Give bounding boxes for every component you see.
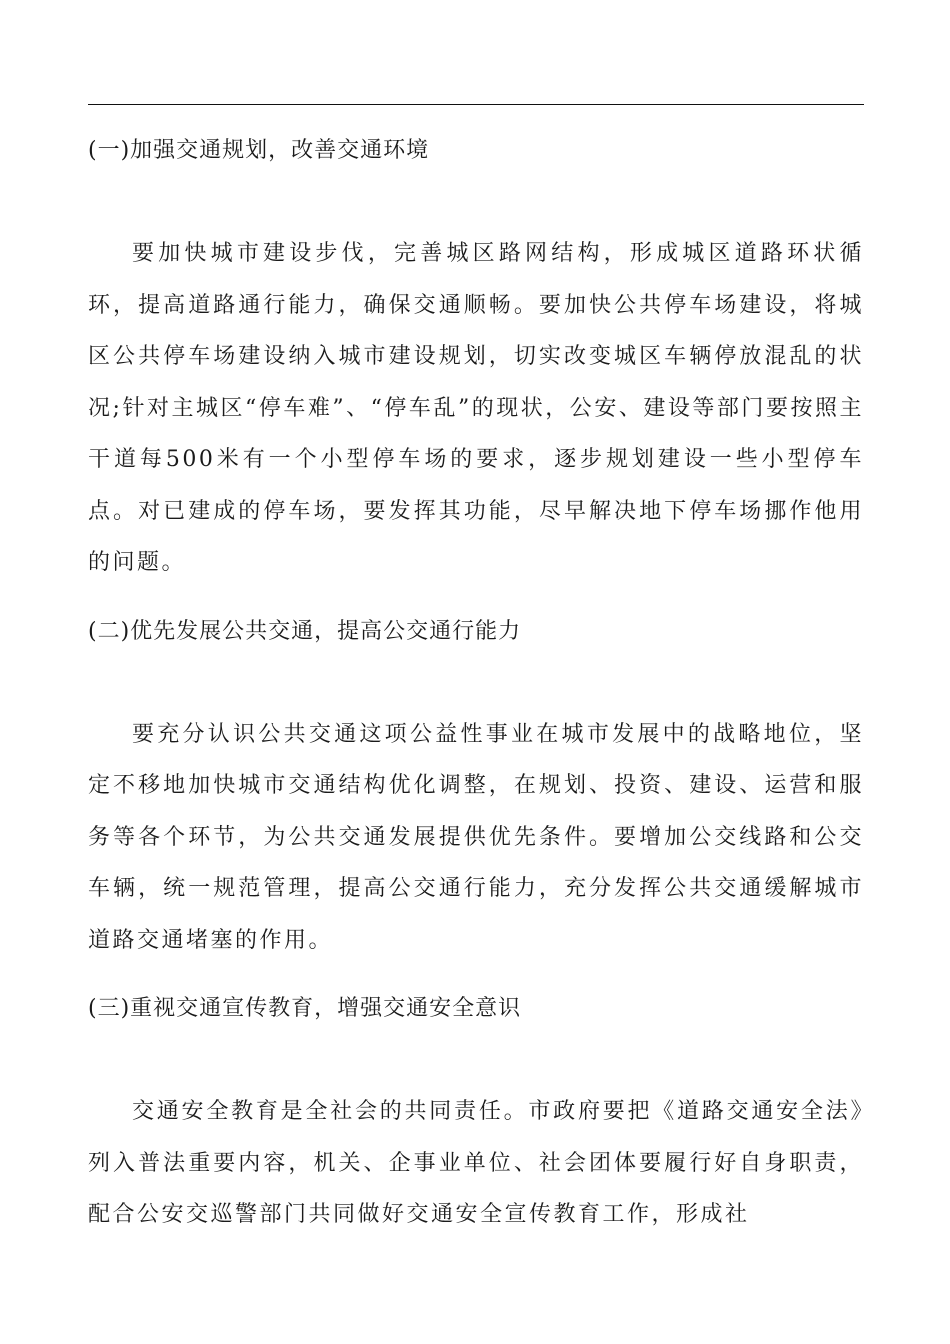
section-paragraph-2: 要充分认识公共交通这项公益性事业在城市发展中的战略地位，坚定不移地加快城市交通结构优化调整，在规划、投资、建设、运营和服务等各个环节，为公共交通发展提供优先条件。要增加公交线路和公交车辆，统一规范管理，提高公交通行能力，充分发挥公共交通缓解城市道路交通堵塞的作用。 [88, 721, 864, 953]
section-heading-1: (一)加强交通规划，改善交通环境 [88, 138, 430, 163]
document-body [88, 128, 864, 1241]
section-heading-3: (三)重视交通宣传教育，增强交通安全意识 [88, 996, 522, 1021]
section-paragraph-1: 要加快城市建设步伐，完善城区路网结构，形成城区道路环状循环，提高道路通行能力，确保交通顺畅。要加快公共停车场建设，将城区公共停车场建设纳入城市建设规划，切实改变城区车辆停放混乱的状况;针对主城区“停车难”、“停车乱”的现状，公安、建设等部门要按照主干道每500米有一个小型停车场的要求，逐步规划建设一些小型停车点。对已建成的停车场，要发挥其功能，尽早解决地下停车场挪作他用的问题。 [88, 241, 864, 575]
header-rule [88, 104, 864, 105]
section-heading-2: (二)优先发展公共交通，提高公交通行能力 [88, 618, 522, 644]
section-paragraph-3: 交通安全教育是全社会的共同责任。市政府要把《道路交通安全法》列入普法重要内容，机关、企事业单位、社会团体要履行好自身职责，配合公安交巡警部门共同做好交通安全宣传教育工作，形成社 [88, 1099, 864, 1227]
